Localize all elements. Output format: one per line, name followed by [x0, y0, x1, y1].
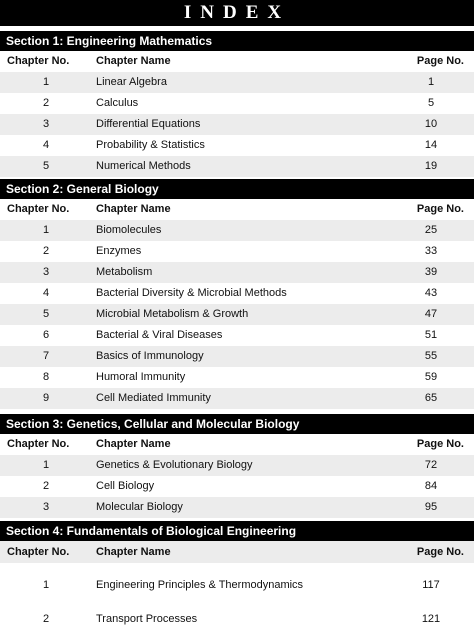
page-no: 121: [421, 613, 441, 625]
column-page-no: Page No.: [416, 546, 464, 558]
column-chapter-name: Chapter Name: [96, 546, 171, 558]
chapter-no: 5: [42, 160, 50, 172]
column-chapter-no: Chapter No.: [7, 546, 70, 558]
column-header-row: [0, 51, 474, 72]
chapter-name: Molecular Biology: [96, 501, 183, 513]
chapter-no: 2: [42, 613, 50, 625]
table-row: [0, 455, 474, 476]
chapter-name: Linear Algebra: [96, 76, 167, 88]
chapter-no: 3: [42, 501, 50, 513]
table-row: [0, 346, 474, 367]
chapter-name: Metabolism: [96, 266, 153, 278]
chapter-name: Probability & Statistics: [96, 139, 205, 151]
page-no: 14: [424, 139, 438, 151]
section-3: [0, 414, 474, 518]
column-chapter-no: Chapter No.: [7, 438, 70, 450]
chapter-no: 4: [42, 287, 50, 299]
table-row: [0, 325, 474, 346]
chapter-no: 3: [42, 118, 50, 130]
page-no: 65: [424, 392, 438, 404]
section-2: [0, 179, 474, 409]
section-1-title: Section 1: Engineering Mathematics: [0, 31, 474, 51]
chapter-name: Basics of Immunology: [96, 350, 204, 362]
chapter-no: 2: [42, 480, 50, 492]
table-row: [0, 602, 474, 636]
page-no: 43: [424, 287, 438, 299]
page-no: 19: [424, 160, 438, 172]
table-row: [0, 262, 474, 283]
page-no: 84: [424, 480, 438, 492]
chapter-no: 1: [42, 224, 50, 236]
chapter-no: 2: [42, 245, 50, 257]
section-3-title: Section 3: Genetics, Cellular and Molecular Biology: [0, 414, 474, 434]
section-4: [0, 521, 474, 636]
chapter-no: 8: [42, 371, 50, 383]
page-no: 10: [424, 118, 438, 130]
column-chapter-no: Chapter No.: [7, 55, 70, 67]
table-row: [0, 367, 474, 388]
page-no: 5: [427, 97, 435, 109]
chapter-name: Transport Processes: [96, 613, 198, 625]
chapter-no: 6: [42, 329, 50, 341]
chapter-no: 7: [42, 350, 50, 362]
chapter-name: Bacterial Diversity & Microbial Methods: [96, 287, 287, 299]
table-row: [0, 304, 474, 325]
table-row: [0, 241, 474, 262]
chapter-name: Differential Equations: [96, 118, 201, 130]
table-row: [0, 476, 474, 497]
table-row: [0, 497, 474, 518]
column-header-row: [0, 541, 474, 563]
chapter-name: Cell Mediated Immunity: [96, 392, 211, 404]
column-chapter-name: Chapter Name: [96, 438, 171, 450]
chapter-no: 2: [42, 97, 50, 109]
index-title: INDEX: [0, 0, 474, 26]
chapter-name: Calculus: [96, 97, 139, 109]
section-1: [0, 31, 474, 177]
section-4-title: Section 4: Fundamentals of Biological Engineering: [0, 521, 474, 541]
page-no: 59: [424, 371, 438, 383]
column-chapter-name: Chapter Name: [96, 203, 171, 215]
table-row: [0, 93, 474, 114]
page-no: 55: [424, 350, 438, 362]
column-header-row: [0, 199, 474, 220]
column-chapter-name: Chapter Name: [96, 55, 171, 67]
chapter-no: 4: [42, 139, 50, 151]
table-row: [0, 156, 474, 177]
table-row: [0, 388, 474, 409]
table-row: [0, 568, 474, 602]
page-no: 95: [424, 501, 438, 513]
table-row: [0, 135, 474, 156]
chapter-no: 1: [42, 459, 50, 471]
page-no: 33: [424, 245, 438, 257]
chapter-name: Microbial Metabolism & Growth: [96, 308, 249, 320]
page-no: 72: [424, 459, 438, 471]
column-page-no: Page No.: [416, 55, 464, 67]
page-no: 25: [424, 224, 438, 236]
column-page-no: Page No.: [416, 203, 464, 215]
chapter-name: Engineering Principles & Thermodynamics: [96, 579, 304, 591]
chapter-name: Bacterial & Viral Diseases: [96, 329, 223, 341]
chapter-name: Genetics & Evolutionary Biology: [96, 459, 253, 471]
page-no: 117: [422, 579, 440, 591]
chapter-no: 1: [42, 579, 50, 591]
chapter-no: 9: [42, 392, 50, 404]
page-no: 1: [427, 76, 435, 88]
column-chapter-no: Chapter No.: [7, 203, 70, 215]
chapter-name: Biomolecules: [96, 224, 162, 236]
chapter-name: Cell Biology: [96, 480, 155, 492]
chapter-name: Numerical Methods: [96, 160, 191, 172]
section-2-title: Section 2: General Biology: [0, 179, 474, 199]
page-no: 51: [424, 329, 438, 341]
column-header-row: [0, 434, 474, 455]
chapter-name: Humoral Immunity: [96, 371, 186, 383]
chapter-name: Enzymes: [96, 245, 142, 257]
table-row: [0, 220, 474, 241]
chapter-no: 5: [42, 308, 50, 320]
page-no: 39: [424, 266, 438, 278]
table-row: [0, 114, 474, 135]
table-row: [0, 72, 474, 93]
page-no: 47: [424, 308, 438, 320]
chapter-no: 1: [42, 76, 50, 88]
column-page-no: Page No.: [416, 438, 464, 450]
table-row: [0, 283, 474, 304]
chapter-no: 3: [42, 266, 50, 278]
